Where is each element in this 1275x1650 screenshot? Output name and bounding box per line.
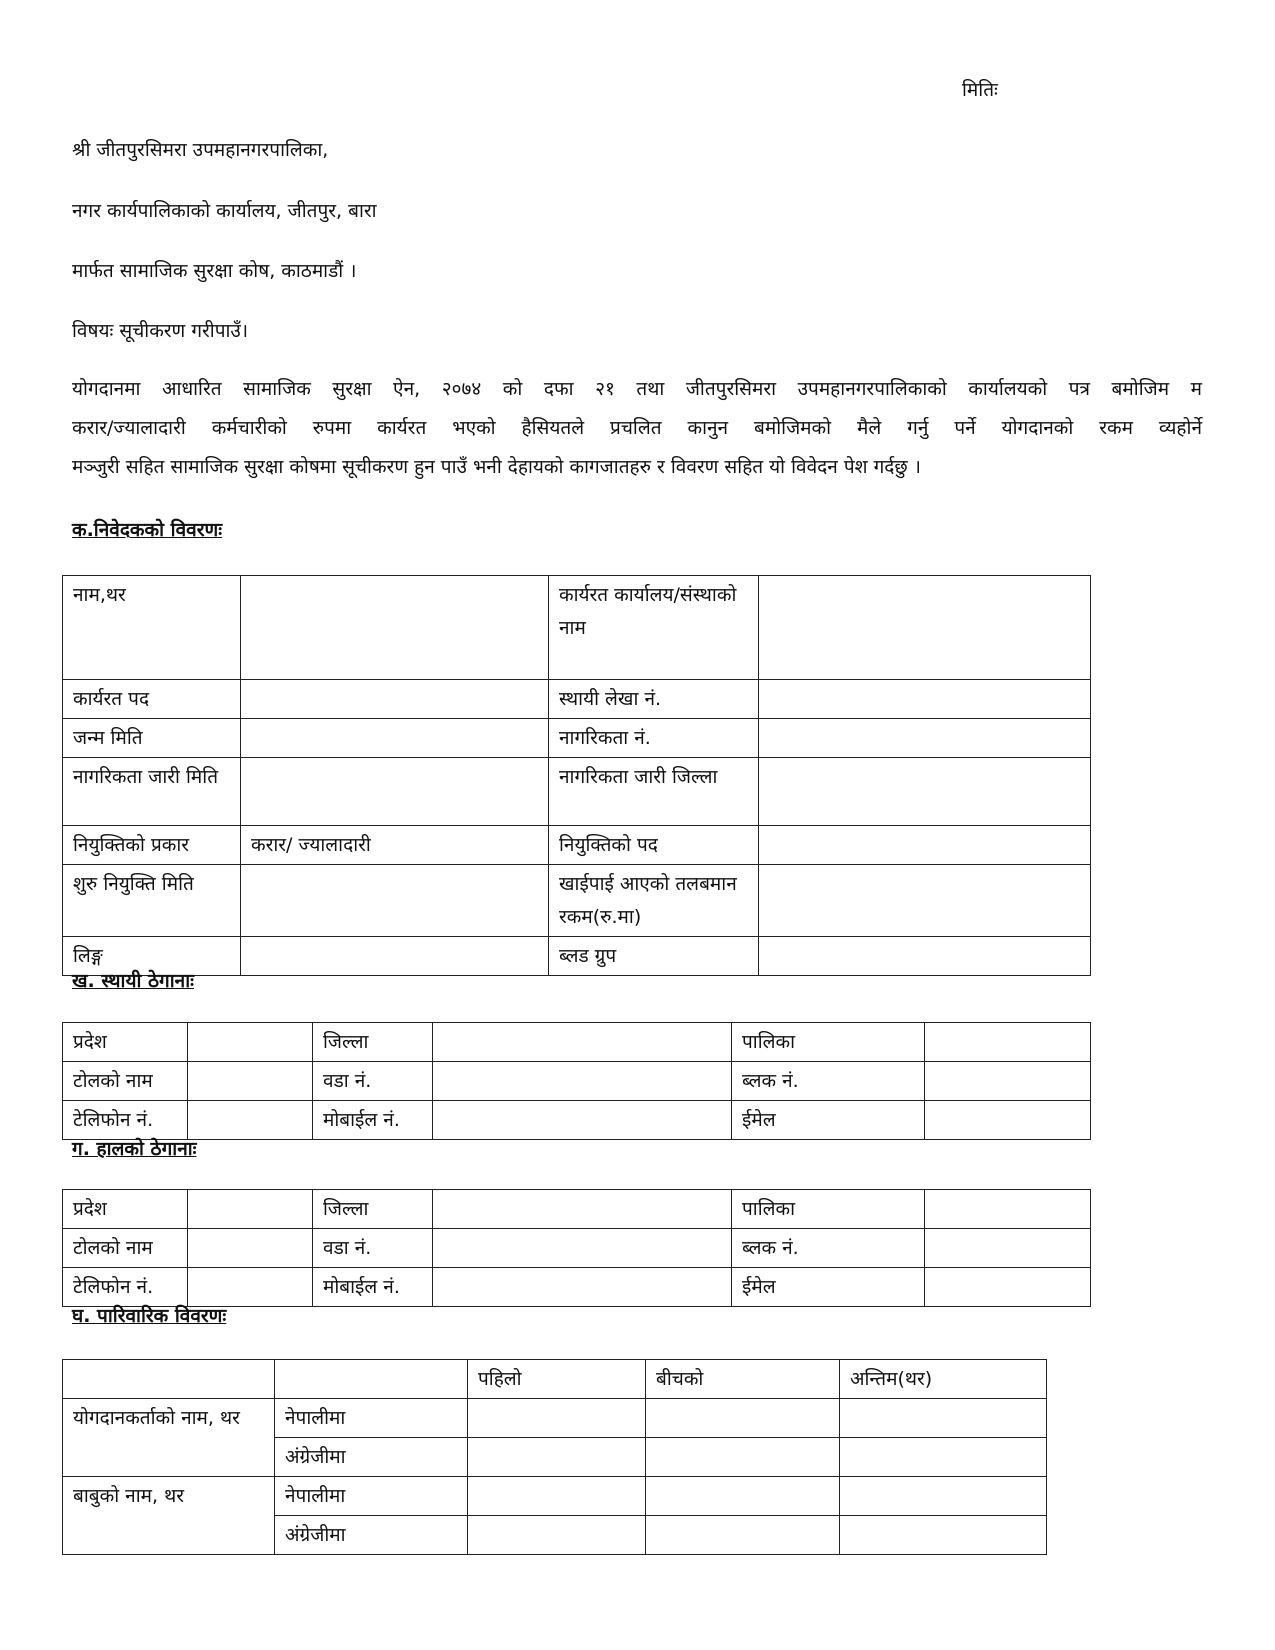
- empty-header-cell: [275, 1360, 468, 1399]
- field-label: ब्लक नं.: [732, 1062, 925, 1101]
- field-value[interactable]: करार/ ज्यालादारी: [241, 826, 549, 865]
- addressee-line-2: नगर कार्यपालिकाको कार्यालय, जीतपुर, बारा: [72, 200, 377, 222]
- name-value[interactable]: [840, 1477, 1047, 1516]
- field-value[interactable]: [188, 1229, 313, 1268]
- field-value[interactable]: [925, 1190, 1091, 1229]
- field-value[interactable]: [433, 1101, 732, 1140]
- field-value[interactable]: [188, 1101, 313, 1140]
- name-value[interactable]: [840, 1516, 1047, 1555]
- address-row: [63, 1229, 1091, 1268]
- field-value[interactable]: [759, 937, 1091, 976]
- field-value[interactable]: [241, 719, 549, 758]
- applicant-row: [63, 865, 1091, 937]
- column-header: बीचको: [646, 1360, 840, 1399]
- language-label: अंग्रेजीमा: [275, 1438, 468, 1477]
- field-value[interactable]: [188, 1023, 313, 1062]
- addressee-line-1: श्री जीतपुरसिमरा उपमहानगरपालिका,: [72, 139, 329, 161]
- field-value[interactable]: [188, 1062, 313, 1101]
- field-label: कार्यरत कार्यालय/संस्थाको नाम: [549, 576, 759, 680]
- section-applicant-heading: क.निवेदकको विवरणः: [72, 519, 223, 541]
- field-value[interactable]: [241, 937, 549, 976]
- permanent-address-table: [62, 1022, 1091, 1140]
- field-label: मोबाईल नं.: [313, 1268, 433, 1307]
- family-details-table: [62, 1359, 1047, 1555]
- field-label: टोलको नाम: [63, 1229, 188, 1268]
- empty-header-cell: [63, 1360, 275, 1399]
- field-label: टोलको नाम: [63, 1062, 188, 1101]
- field-value[interactable]: [433, 1023, 732, 1062]
- field-value[interactable]: [759, 719, 1091, 758]
- address-row: [63, 1190, 1091, 1229]
- section-current-address-heading: ग. हालको ठेगानाः: [72, 1138, 197, 1160]
- field-label: जिल्ला: [313, 1023, 433, 1062]
- field-value[interactable]: [241, 576, 549, 680]
- field-value[interactable]: [433, 1229, 732, 1268]
- name-value[interactable]: [840, 1438, 1047, 1477]
- date-label: मितिः: [962, 79, 998, 101]
- field-label: ब्लड ग्रुप: [549, 937, 759, 976]
- field-value[interactable]: [925, 1062, 1091, 1101]
- name-value[interactable]: [646, 1438, 840, 1477]
- body-line-1: योगदानमा आधारित सामाजिक सुरक्षा ऐन, २०७४ को दफा २१ तथा जीतपुरसिमरा उपमहानगरपालिकाको कार्यालयको पत्र बमोजिम म: [72, 378, 1202, 400]
- field-value[interactable]: [925, 1229, 1091, 1268]
- section-permanent-address-heading: ख. स्थायी ठेगानाः: [72, 970, 194, 992]
- language-label: नेपालीमा: [275, 1399, 468, 1438]
- column-header: पहिलो: [468, 1360, 646, 1399]
- field-value[interactable]: [925, 1023, 1091, 1062]
- language-label: अंग्रेजीमा: [275, 1516, 468, 1555]
- field-label: प्रदेश: [63, 1190, 188, 1229]
- address-row: [63, 1101, 1091, 1140]
- field-label: नियुक्तिको प्रकार: [63, 826, 241, 865]
- applicant-details-table: [62, 575, 1091, 976]
- applicant-row: [63, 719, 1091, 758]
- name-value[interactable]: [468, 1516, 646, 1555]
- field-label: पालिका: [732, 1023, 925, 1062]
- field-label: वडा नं.: [313, 1229, 433, 1268]
- field-label: स्थायी लेखा नं.: [549, 680, 759, 719]
- column-header: अन्तिम(थर): [840, 1360, 1047, 1399]
- current-address-table: [62, 1189, 1091, 1307]
- application-body: [72, 370, 1202, 487]
- family-row: [63, 1399, 1047, 1438]
- field-label: ईमेल: [732, 1268, 925, 1307]
- field-value[interactable]: [759, 576, 1091, 680]
- field-label: जिल्ला: [313, 1190, 433, 1229]
- address-row: [63, 1023, 1091, 1062]
- person-label: बाबुको नाम, थर: [63, 1477, 275, 1555]
- field-label: जन्म मिति: [63, 719, 241, 758]
- name-value[interactable]: [468, 1477, 646, 1516]
- address-row: [63, 1062, 1091, 1101]
- field-label: शुरु नियुक्ति मिति: [63, 865, 241, 937]
- field-label: प्रदेश: [63, 1023, 188, 1062]
- subject-line: विषयः सूचीकरण गरीपाउँ।: [72, 320, 249, 342]
- field-value[interactable]: [433, 1268, 732, 1307]
- field-label: नागरिकता जारी जिल्ला: [549, 758, 759, 826]
- field-label: वडा नं.: [313, 1062, 433, 1101]
- field-value[interactable]: [759, 826, 1091, 865]
- name-value[interactable]: [468, 1399, 646, 1438]
- field-label: लिङ्ग: [63, 937, 241, 976]
- field-label: नाम,थर: [63, 576, 241, 680]
- field-label: ईमेल: [732, 1101, 925, 1140]
- section-family-heading: घ. पारिवारिक विवरणः: [72, 1305, 227, 1327]
- field-value[interactable]: [188, 1268, 313, 1307]
- name-value[interactable]: [840, 1399, 1047, 1438]
- field-label: खाईपाई आएको तलबमान रकम(रु.मा): [549, 865, 759, 937]
- person-label: योगदानकर्ताको नाम, थर: [63, 1399, 275, 1477]
- applicant-row: [63, 826, 1091, 865]
- field-value[interactable]: [188, 1190, 313, 1229]
- field-value[interactable]: [925, 1268, 1091, 1307]
- applicant-row: [63, 937, 1091, 976]
- field-value[interactable]: [759, 865, 1091, 937]
- field-value[interactable]: [241, 680, 549, 719]
- family-header-row: [63, 1360, 1047, 1399]
- field-value[interactable]: [925, 1101, 1091, 1140]
- name-value[interactable]: [646, 1516, 840, 1555]
- field-value[interactable]: [241, 865, 549, 937]
- field-label: नागरिकता नं.: [549, 719, 759, 758]
- name-value[interactable]: [646, 1477, 840, 1516]
- address-row: [63, 1268, 1091, 1307]
- body-line-2: करार/ज्यालादारी कर्मचारीको रुपमा कार्यरत भएको हैसियतले प्रचलित कानुन बमोजिमको मैले गर्नु पर्ने योगदानको रकम व्यहोर्ने: [72, 417, 1202, 439]
- field-value[interactable]: [759, 680, 1091, 719]
- field-value[interactable]: [241, 758, 549, 826]
- field-value[interactable]: [433, 1190, 732, 1229]
- language-label: नेपालीमा: [275, 1477, 468, 1516]
- family-row: [63, 1477, 1047, 1516]
- applicant-row: [63, 576, 1091, 680]
- field-label: मोबाईल नं.: [313, 1101, 433, 1140]
- field-label: पालिका: [732, 1190, 925, 1229]
- field-label: नियुक्तिको पद: [549, 826, 759, 865]
- name-value[interactable]: [646, 1399, 840, 1438]
- field-value[interactable]: [433, 1062, 732, 1101]
- name-value[interactable]: [468, 1438, 646, 1477]
- field-label: कार्यरत पद: [63, 680, 241, 719]
- field-label: टेलिफोन नं.: [63, 1268, 188, 1307]
- applicant-row: [63, 680, 1091, 719]
- field-label: टेलिफोन नं.: [63, 1101, 188, 1140]
- field-value[interactable]: [759, 758, 1091, 826]
- field-label: ब्लक नं.: [732, 1229, 925, 1268]
- body-line-3: मञ्जुरी सहित सामाजिक सुरक्षा कोषमा सूचीकरण हुन पाउँ भनी देहायको कागजातहरु र विवरण सहित यो विवेदन पेश गर्दछु ।: [72, 456, 921, 478]
- addressee-line-3: मार्फत सामाजिक सुरक्षा कोष, काठमाडौं ।: [72, 260, 357, 282]
- applicant-row: [63, 758, 1091, 826]
- field-label: नागरिकता जारी मिति: [63, 758, 241, 826]
